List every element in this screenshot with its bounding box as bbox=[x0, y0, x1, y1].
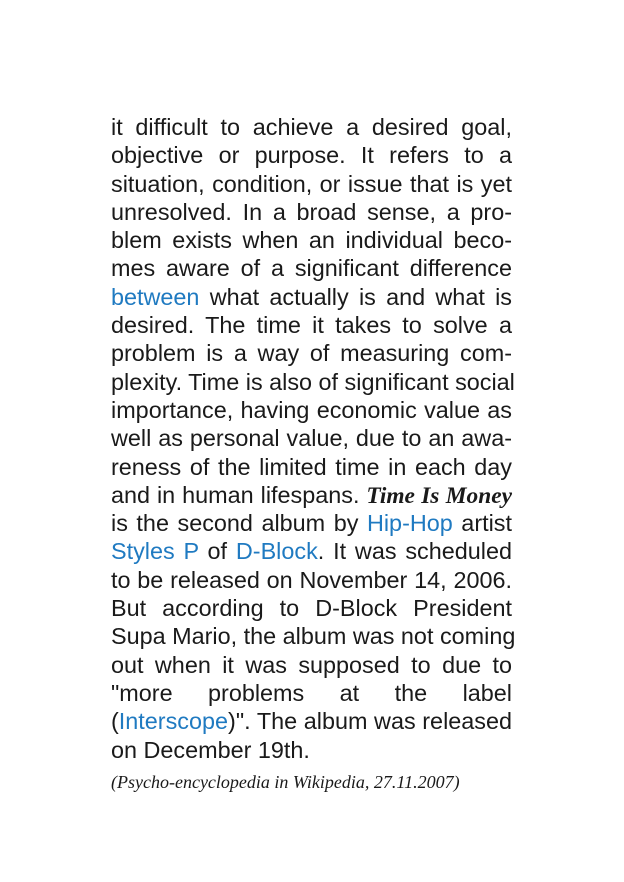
text-line: out when it was supposed to due to bbox=[111, 651, 512, 678]
text-line bbox=[111, 537, 512, 565]
citation: (Psycho-encyclopedia in Wikipedia, 27.11.2007) bbox=[111, 771, 460, 792]
link-interscope[interactable]: Interscope bbox=[118, 708, 229, 735]
text-line: to be released on November 14, 2006. bbox=[111, 566, 512, 593]
album-title: Time Is Money bbox=[366, 482, 512, 509]
text-line: problem is a way of measuring com- bbox=[111, 340, 512, 367]
text-line: importance, having economic value as bbox=[111, 396, 512, 423]
text-line bbox=[111, 481, 512, 509]
link-between[interactable]: between bbox=[111, 283, 200, 310]
text-line bbox=[111, 509, 512, 537]
link-hip-hop[interactable]: Hip-Hop bbox=[366, 510, 453, 537]
body-text bbox=[111, 113, 516, 794]
text-line: situation, condition, or issue that is yet bbox=[111, 170, 512, 197]
text-span: . It was scheduled bbox=[317, 538, 513, 565]
text-line: mes aware of a significant difference bbox=[111, 255, 512, 282]
link-d-block[interactable]: D-Block bbox=[235, 538, 318, 565]
text-line: blem exists when an individual beco- bbox=[111, 227, 512, 254]
text-span: of bbox=[198, 538, 236, 565]
text-line: unresolved. In a broad sense, a pro- bbox=[111, 198, 512, 225]
text-span: is the second album by bbox=[111, 510, 367, 537]
text-span: ( bbox=[111, 708, 119, 735]
text-line: reness of the limited time in each day bbox=[111, 453, 512, 480]
text-line bbox=[111, 707, 512, 735]
text-span: )". The album was released bbox=[228, 708, 512, 735]
text-line: well as personal value, due to an awa- bbox=[111, 425, 512, 452]
text-line bbox=[111, 283, 512, 311]
link-styles-p[interactable]: Styles P bbox=[111, 538, 199, 565]
text-line: "more problems at the label bbox=[111, 679, 512, 706]
text-span: artist bbox=[452, 510, 512, 537]
text-span: what actually is and what is bbox=[199, 283, 512, 310]
text-span: and in human lifespans. bbox=[111, 481, 367, 508]
text-line: on December 19th. bbox=[111, 736, 310, 763]
text-line: Supa Mario, the album was not coming bbox=[111, 623, 516, 650]
text-line: it difficult to achieve a desired goal, bbox=[111, 114, 512, 140]
text-line: But according to D-Block President bbox=[111, 595, 512, 622]
text-line: desired. The time it takes to solve a bbox=[111, 312, 512, 339]
text-line: objective or purpose. It refers to a bbox=[111, 142, 512, 169]
text-line: plexity. Time is also of significant social bbox=[111, 368, 515, 395]
